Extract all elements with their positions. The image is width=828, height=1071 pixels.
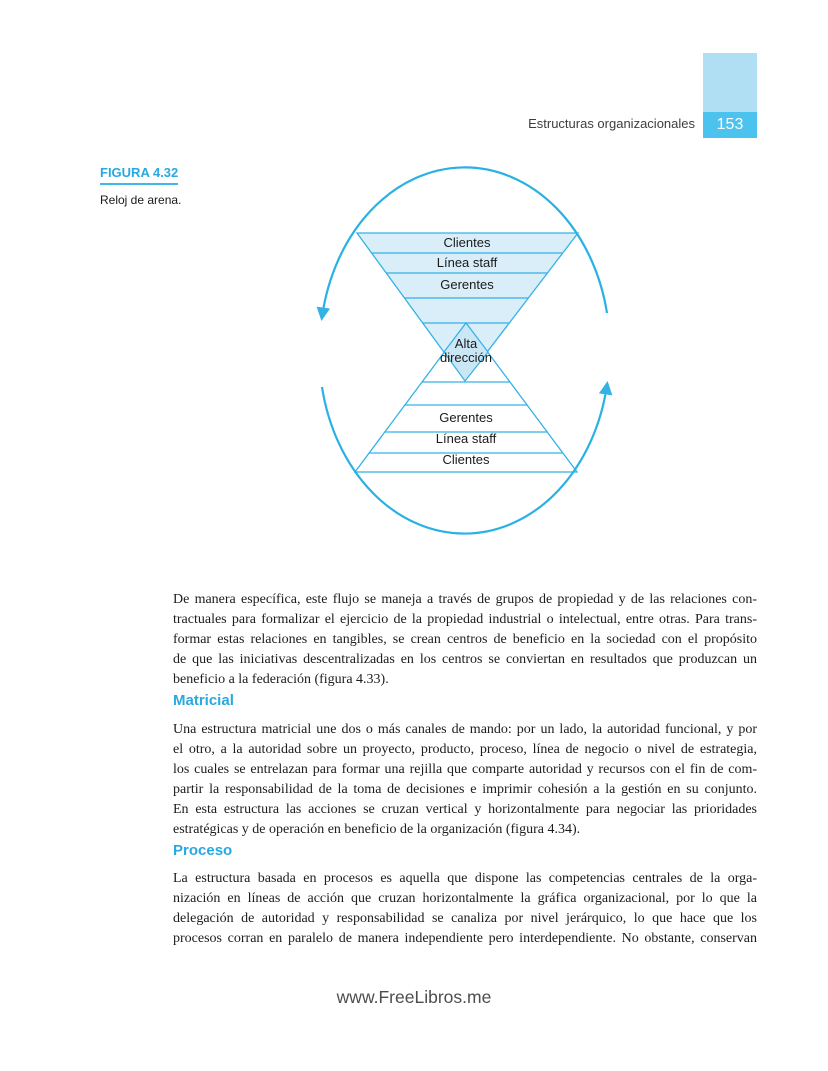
paragraph-line: beneficio a la federación (figura 4.33).	[173, 672, 389, 687]
alta-direccion-label-line1: Alta	[454, 336, 478, 351]
paragraph-line: el otro, a la autoridad sobre un proyecto, producto, proceso, línea de negocio o nivel de estrategia,	[173, 742, 757, 757]
bottom-level-gerentes-label: Gerentes	[439, 410, 493, 425]
top-level-gerentes-label: Gerentes	[440, 277, 494, 292]
bottom-level-clientes-label: Clientes	[442, 452, 490, 467]
figure-caption: Reloj de arena.	[100, 193, 182, 207]
paragraph-line: tractuales para formalizar el ejercicio de la propiedad industrial o intelectual, entre otras. Para trans-	[173, 612, 757, 627]
paragraph-proceso	[173, 869, 757, 949]
running-head-section-title: Estructuras organizacionales	[528, 116, 695, 131]
alta-direccion-label-line2: dirección	[439, 350, 493, 365]
paragraph-line: En esta estructura las acciones se cruzan vertical y horizontalmente para negociar las prioridades	[173, 802, 757, 817]
paragraph-line: de que las iniciativas descentralizadas en los centros se conviertan en resultados que produzcan un	[173, 652, 757, 667]
page-number-badge	[703, 112, 757, 138]
page-number: 153	[716, 116, 744, 133]
paragraph-line: los cuales se entrelazan para formar una rejilla que comparte autoridad y recursos con el fin de com-	[173, 762, 757, 777]
footer-watermark: www.FreeLibros.me	[336, 987, 492, 1007]
heading-matricial: Matricial	[173, 692, 234, 709]
paragraph-line: La estructura basada en procesos es aquella que dispone las competencias centrales de la orga-	[173, 871, 757, 886]
paragraph-line: delegación de autoridad y responsabilidad se canaliza por nivel jerárquico, lo que hace que los	[173, 911, 757, 926]
paragraph-line: Una estructura matricial une dos o más canales de mando: por un lado, la autoridad funcional, y por	[173, 722, 757, 737]
paragraph-line: procesos corran en paralelo de manera independiente pero interdependiente. No obstante, conservan	[173, 931, 757, 946]
top-level-linea-staff-label: Línea staff	[436, 255, 498, 270]
paragraph-line: formar estas relaciones en tangibles, se crean centros de beneficio en la sociedad con el propósito	[173, 632, 757, 647]
top-level-clientes-label: Clientes	[443, 235, 491, 250]
page-number-tab-light	[703, 53, 757, 112]
heading-proceso: Proceso	[173, 842, 233, 859]
figure-label: FIGURA 4.32	[100, 165, 178, 185]
paragraph-flujo	[173, 590, 757, 690]
paragraph-line: estratégicas y de operación en beneficio de la organización (figura 4.34).	[173, 822, 581, 837]
paragraph-line: De manera específica, este flujo se maneja a través de grupos de propiedad y de las relaciones con-	[173, 592, 757, 607]
bottom-level-linea-staff-label: Línea staff	[435, 431, 497, 446]
hourglass-diagram	[290, 158, 630, 548]
paragraph-matricial	[173, 720, 757, 840]
paragraph-line: nización en líneas de acción que cruzan horizontalmente la gráfica organizacional, por lo que la	[173, 891, 757, 906]
paragraph-line: partir la responsabilidad de la toma de decisiones e imprimir cohesión a la gestión en su conjunto.	[173, 782, 757, 797]
